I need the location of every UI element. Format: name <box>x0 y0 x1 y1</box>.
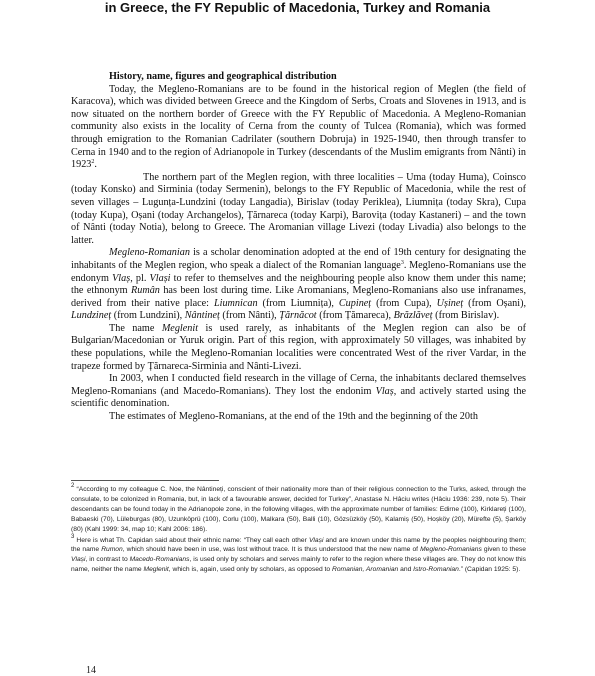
text-run: Today, the Megleno-Romanians are to be found in the historical region of Meglen (the field of Karacova), which was divided between Greece and the Kingdom of Serbs, Croats and Slovenes in 1913, and is now situated on the northern border of Greece with the FY Republic of Macedonia. A Megleno-Romanian community also exists in the locality of Cerna from the county of Tulcea (Romania), which was formed through emigration to the Romanian Cadrilater (southern Dobruja) in 1925-1940, then through transfer to Cerna in 1940 and to the region of Adrianopole in Turkey (descendants of the Muslim emigrants from Nânti) in 1923 <box>71 83 526 171</box>
text-run: and <box>398 566 414 574</box>
italic-term: Nântineț <box>184 310 220 322</box>
italic-term: Liumnican <box>213 297 258 309</box>
paragraph-list <box>71 84 526 424</box>
main-body-text <box>71 71 526 424</box>
text-run: The name <box>109 322 162 334</box>
italic-term: Romanian, Aromanian <box>331 566 399 574</box>
italic-term: Rumon <box>101 546 123 554</box>
body-paragraph <box>71 84 526 172</box>
italic-term: Ușineț <box>436 297 464 309</box>
italic-term: Vlași <box>71 556 86 564</box>
italic-term: Țărnăcot <box>279 310 317 322</box>
text-run: (from Birislav). <box>432 310 500 322</box>
text-run: The northern part of the Meglen region, with three localities – Uma (today Huma), Coinsco (today Konsko) and Sirminia (today Sermenin), belongs to the FY Republic of Macedonia, while the rest of seven villages – Lugunța-Lundzini (today Langadia), Birislav (today Periklea), Liumnița (today Skra), Cupa (today Kupa), Oșani (today Archangelos), Țărnareca (today Karpi), Barovița (today Kastaneri) – and the town of Nânti (today Notia), belong to Greece. The Aromanian village Livezi (today Livadia) also belongs to the latter. <box>71 171 526 246</box>
footnote-marker: 2 <box>91 159 95 166</box>
text-run: (from Lundzini), <box>111 310 185 322</box>
text-run: . <box>94 159 97 171</box>
italic-term: Lundzineț <box>71 310 112 322</box>
text-run: (from Oșani), <box>463 297 527 309</box>
text-run: “According to my colleague C. Noe, the Nântineți, conscient of their nationality more than of their religious connection to the Turks, asked, through the consulate, to be colonized in Romania, but, in lack of a favourable answer, decided for Turkey”, Anastase N. Hâciu writes (Hâciu 1936: 239, note 5). Their descendants can be found today in the Adrianopole zone, in the following villages, with the approximate number of families: Edirne (100), Kirklareți (100), Babaeski (70), Lüleburgas (80), Uzunköprü (100), Corlu (100), Malkara (50), Balli (10), Gözsüzköy (50), Kalamiș (50), Hoșköy (20), Mürefte (5), Șarköy (80) (Kahl 1999: 34, map 10; Kahl 2006: 186). <box>71 486 526 533</box>
text-run: given to these <box>481 546 526 554</box>
footnote <box>71 485 526 535</box>
text-run: (from Țămareca), <box>316 310 394 322</box>
text-run: is used rarely, as inhabitants of the Meglen region can also be of Bulgarian/Macedonian or Yuruk origin. Part of this region, with approximately 50 villages, was inhabited by these populations, while the Megleno-Romanian localities were concentrated West of the river Vardar, in the trapeze formed by Țărnareca-Sirminia and Nânti-Livezi. <box>71 322 526 372</box>
italic-term: Megleno-Romanian <box>109 247 190 259</box>
text-run: (from Cupa), <box>371 297 437 309</box>
italic-term: Vlași <box>308 536 324 544</box>
body-paragraph <box>71 323 526 373</box>
footnote-separator <box>71 480 219 481</box>
italic-term: Vlaș <box>375 385 394 397</box>
footnotes-section <box>71 485 526 576</box>
text-run: , pl. <box>130 272 150 284</box>
text-run: and are known under this name by the peoples neighbouring them; the name <box>71 536 527 554</box>
body-paragraph <box>71 411 526 424</box>
text-run: (from Nânti), <box>219 310 280 322</box>
text-run: has been lost during time. Like Aromanians, Megleno-Romanians also use infranames, derived from their native place: <box>71 285 526 309</box>
text-run: to refer to themselves and the neighbouring people also know them under this name; the ethnonym <box>71 272 526 297</box>
italic-term: Vlași <box>149 272 171 284</box>
footnote-marker: 2 <box>71 483 75 489</box>
footnote-marker: 3 <box>400 259 404 266</box>
page-number: 14 <box>86 665 96 676</box>
text-run: Here is what Th. Capidan said about their ethnic name: “They call each other <box>74 536 309 544</box>
italic-term: Istro-Romanian <box>413 566 459 574</box>
text-run: , which is, again, used only by scholars, as opposed to <box>168 566 332 574</box>
body-paragraph <box>71 373 526 411</box>
italic-term: Rumân <box>131 285 160 297</box>
text-run: , in contrast to <box>85 556 130 564</box>
italic-term: Cupineț <box>338 297 372 309</box>
footnote <box>71 533 527 576</box>
page-header-title: in Greece, the FY Republic of Macedonia, Turkey and Romania <box>104 0 491 15</box>
italic-term: Brăzlăveț <box>393 310 433 322</box>
italic-term: Meglenit <box>161 322 199 334</box>
body-paragraph <box>71 172 526 248</box>
italic-term: Macedo-Romanians <box>129 556 190 564</box>
text-run: is a scholar denomination adopted at the end of 19th century for designating the inhabitants of the Meglen region, who speak a dialect of the Romanian language <box>71 247 526 271</box>
text-run: (from Liumnița), <box>257 297 339 309</box>
italic-term: Vlaș <box>112 272 131 284</box>
text-run: , which should have been in use, was lost without trace. It is thus understood that the new name of <box>122 546 421 554</box>
text-run: . Megleno-Romanians use the endonym <box>71 259 526 284</box>
page-header <box>0 0 595 16</box>
text-run: , and actively started using the scientific denomination. <box>71 385 526 410</box>
text-run: The estimates of Megleno-Romanians, at the end of the 19th and the beginning of the 20th <box>109 411 478 423</box>
italic-term: Megleno-Romanians <box>420 546 482 554</box>
text-run: In 2003, when I conducted field research in the village of Cerna, the inhabitants declared themselves Megleno-Romanians (and Macedo-Romanians). They lost the endonim <box>71 373 526 397</box>
section-heading: History, name, figures and geographical distribution <box>109 71 337 82</box>
body-paragraph <box>71 247 526 323</box>
italic-term: Meglenit <box>143 566 169 574</box>
text-run: .” (Capidan 1925: 5). <box>458 566 521 574</box>
footnote-marker: 3 <box>71 533 75 540</box>
text-run: , is used only by scholars and serves mainly to refer to the region where these villages are. They do not know this name, neither the name <box>71 556 526 574</box>
